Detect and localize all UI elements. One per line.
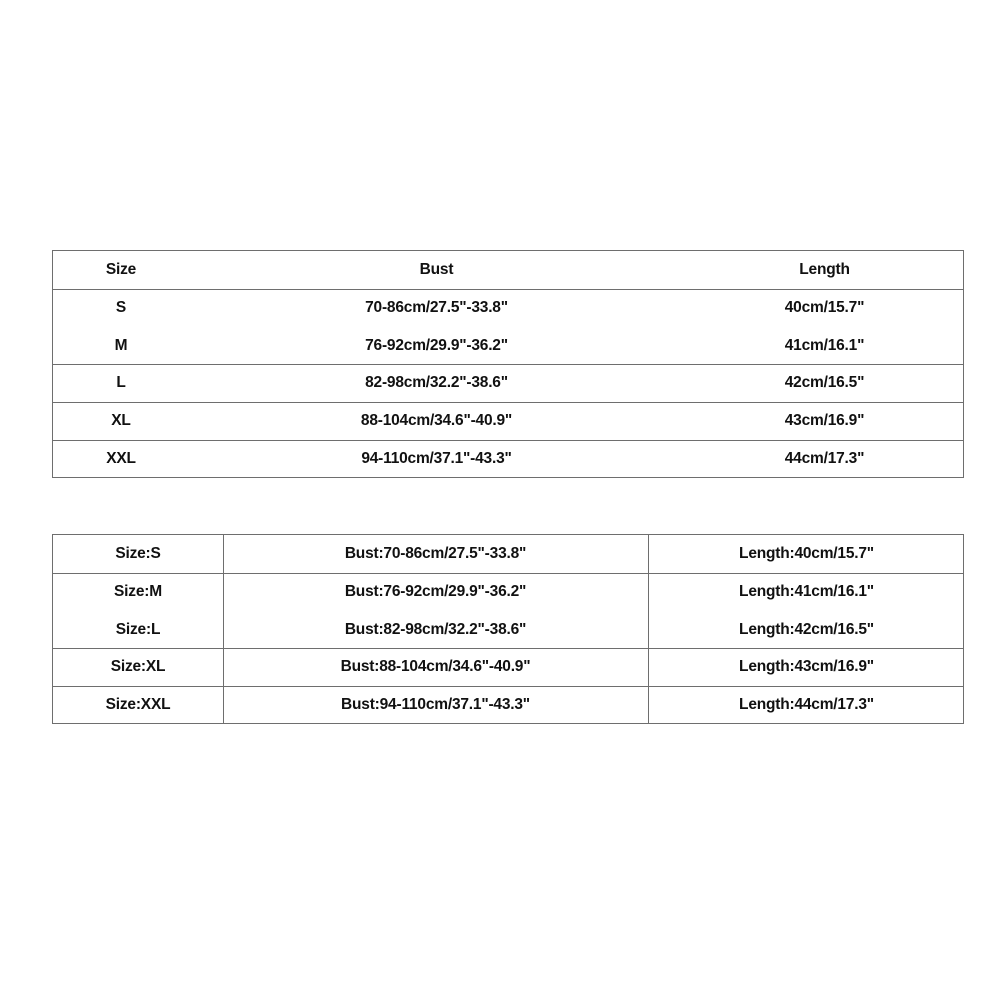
header-length: Length xyxy=(799,261,850,278)
size-cell: Size:L xyxy=(115,620,161,638)
length-cell: Length:43cm/16.9" xyxy=(739,658,874,675)
length-cell: 41cm/16.1" xyxy=(784,336,865,354)
header-bust: Bust xyxy=(419,261,454,278)
bust-cell: Bust:82-98cm/32.2"-38.6" xyxy=(344,620,527,638)
bust-cell: Bust:70-86cm/27.5"-33.8" xyxy=(344,545,527,562)
bust-cell: 88-104cm/34.6"-40.9" xyxy=(360,412,513,429)
table-row xyxy=(53,327,963,364)
length-cell: 43cm/16.9" xyxy=(784,412,865,429)
table-row xyxy=(53,535,963,573)
bust-cell: 76-92cm/29.9"-36.2" xyxy=(365,336,508,354)
size-cell: Size:S xyxy=(115,545,161,562)
bust-cell: Bust:76-92cm/29.9"-36.2" xyxy=(344,583,527,600)
length-cell: 40cm/15.7" xyxy=(784,299,865,316)
size-cell: L xyxy=(116,374,126,391)
size-cell: S xyxy=(115,299,127,316)
length-cell: Length:41cm/16.1" xyxy=(739,583,874,600)
size-chart-table-2 xyxy=(52,534,964,724)
bust-cell: Bust:94-110cm/37.1"-43.3" xyxy=(341,696,530,713)
size-cell: Size:M xyxy=(114,583,162,600)
length-cell: 44cm/17.3" xyxy=(784,450,865,467)
size-cell: M xyxy=(114,336,128,354)
length-cell: Length:40cm/15.7" xyxy=(739,545,874,562)
table-row xyxy=(53,440,963,478)
length-cell: Length:44cm/17.3" xyxy=(739,696,874,713)
size-cell: XL xyxy=(111,412,131,429)
table-row xyxy=(53,364,963,402)
table-row xyxy=(53,611,963,648)
bust-cell: 94-110cm/37.1"-43.3" xyxy=(361,450,512,467)
table-row xyxy=(53,573,963,611)
length-cell: 42cm/16.5" xyxy=(784,374,865,391)
header-size: Size xyxy=(105,261,137,278)
table-row xyxy=(53,289,963,327)
size-cell: Size:XL xyxy=(110,658,166,675)
length-cell: Length:42cm/16.5" xyxy=(739,620,874,638)
size-cell: XXL xyxy=(106,450,136,467)
bust-cell: Bust:88-104cm/34.6"-40.9" xyxy=(340,658,531,675)
table-row xyxy=(53,648,963,686)
size-cell: Size:XXL xyxy=(105,696,171,713)
table-row xyxy=(53,402,963,440)
bust-cell: 82-98cm/32.2"-38.6" xyxy=(365,374,508,391)
table-header-row xyxy=(53,251,963,289)
size-chart-table-1 xyxy=(52,250,964,478)
bust-cell: 70-86cm/27.5"-33.8" xyxy=(365,299,508,316)
table-row xyxy=(53,686,963,724)
